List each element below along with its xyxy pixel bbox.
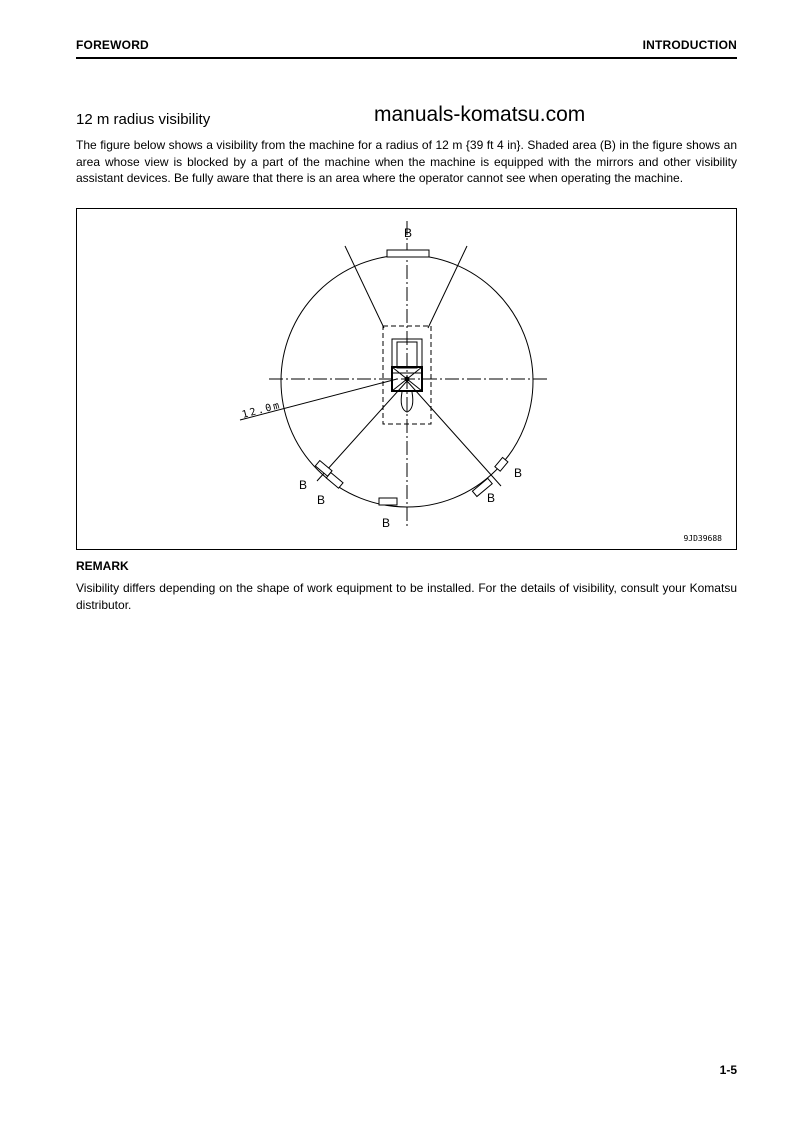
page-number: 1-5 bbox=[719, 1063, 737, 1077]
blind-area-bottom bbox=[379, 498, 397, 505]
header-section-right: INTRODUCTION bbox=[642, 38, 737, 52]
label-b-bottom: B bbox=[382, 516, 391, 530]
header-section-left: FOREWORD bbox=[76, 38, 149, 52]
label-b-left-2: B bbox=[317, 493, 326, 507]
blind-area-top bbox=[387, 250, 429, 257]
remark-heading: REMARK bbox=[76, 559, 129, 573]
section-title: 12 m radius visibility bbox=[76, 111, 211, 128]
visibility-figure bbox=[76, 208, 737, 550]
intro-paragraph: The figure below shows a visibility from the machine for a radius of 12 m {39 ft 4 in}. Shaded area (B) in the figure shows an area whose view is blocked by a part of the machine when the machine is equipped with the mirrors and other visibility assistant devices. Be fully aware that there is an area where the operator cannot see when operating the machine. bbox=[76, 138, 737, 185]
label-b-right-1: B bbox=[487, 491, 496, 505]
watermark: manuals-komatsu.com bbox=[374, 103, 586, 126]
label-b-left-1: B bbox=[299, 478, 308, 492]
label-b-right-2: B bbox=[514, 466, 523, 480]
blind-area-left-2 bbox=[326, 473, 343, 489]
header-rule bbox=[76, 57, 737, 59]
label-b-top: B bbox=[404, 226, 413, 240]
visibility-diagram bbox=[77, 209, 738, 551]
figure-id: 9JD39688 bbox=[683, 534, 722, 543]
radius-label: 12.0m bbox=[240, 399, 283, 421]
sight-line-bottom-right bbox=[407, 381, 501, 486]
remark-text: Visibility differs depending on the shape of work equipment to be installed. For the details of visibility, consult your Komatsu distributor. bbox=[76, 581, 737, 612]
